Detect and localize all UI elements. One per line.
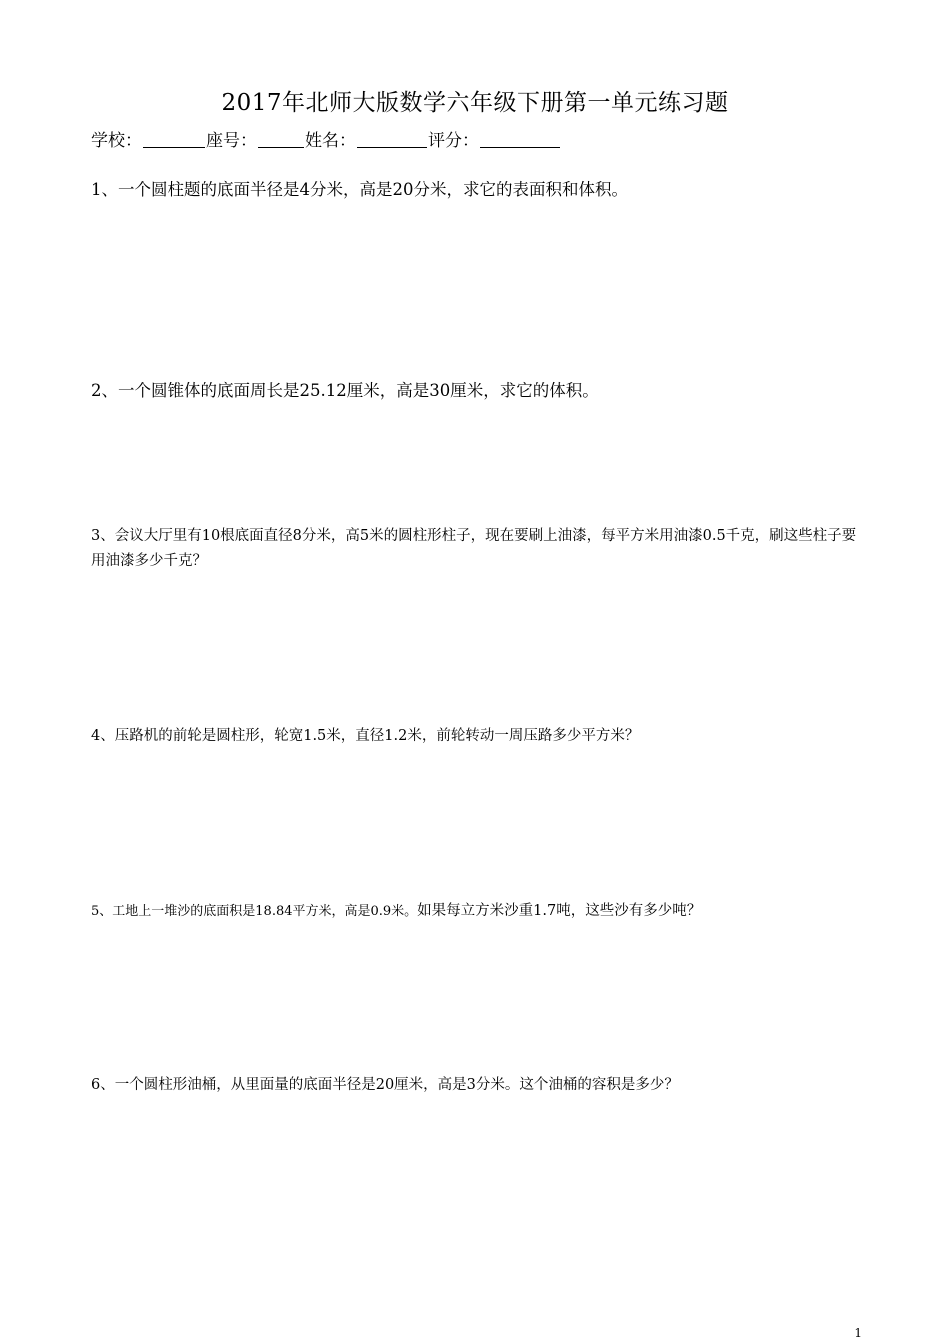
question-3: 3、会议大厅里有10根底面直径8分米，高5米的圆柱形柱子，现在要刷上油漆，每平方米用油漆0.5千克，刷这些柱子要用油漆多少千克？	[91, 528, 857, 569]
score-label: 评分：	[428, 131, 479, 151]
seat-blank[interactable]	[258, 129, 304, 148]
school-label: 学校：	[91, 131, 142, 151]
question-4: 4、压路机的前轮是圆柱形，轮宽1.5米，直径1.2米，前轮转动一周压路多少平方米？	[91, 728, 640, 744]
student-info-line	[91, 126, 561, 151]
score-blank[interactable]	[480, 129, 560, 148]
seat-label: 座号：	[206, 131, 257, 151]
page-title: 2017年北师大版数学六年级下册第一单元练习题	[221, 90, 729, 116]
question-5-part-2: 如果每立方米沙重1.7吨，这些沙有多少吨？	[417, 903, 702, 919]
name-blank[interactable]	[357, 129, 427, 148]
question-2: 2、一个圆锥体的底面周长是25.12厘米，高是30厘米，求它的体积。	[91, 381, 599, 400]
school-blank[interactable]	[143, 129, 205, 148]
question-5	[91, 899, 870, 920]
question-1: 1、一个圆柱题的底面半径是4分米，高是20分米，求它的表面积和体积。	[91, 180, 628, 199]
page-number: 1	[854, 1326, 862, 1340]
question-6: 6、一个圆柱形油桶，从里面量的底面半径是20厘米，高是3分米。这个油桶的容积是多少？	[91, 1077, 679, 1093]
question-5-part-1: 5、工地上一堆沙的底面积是18.84平方米，高是0.9米。	[91, 904, 418, 919]
name-label: 姓名：	[305, 131, 356, 151]
